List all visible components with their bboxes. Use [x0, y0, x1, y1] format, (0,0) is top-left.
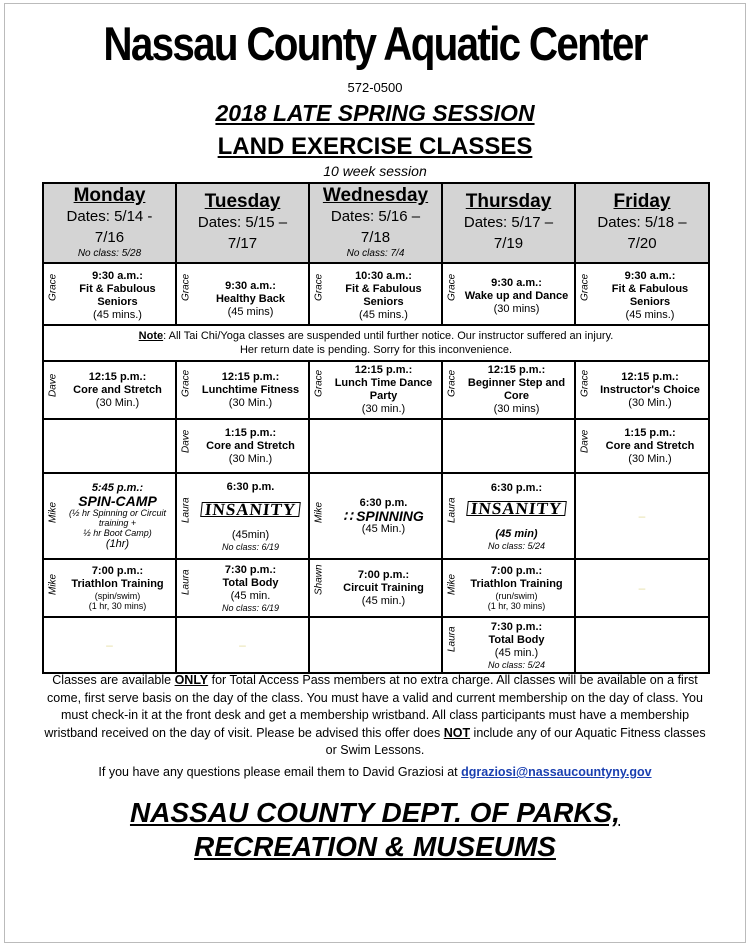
- empty-cell: [575, 559, 709, 617]
- instructor-label: Mike: [446, 573, 458, 595]
- page-title: Nassau County Aquatic Center: [103, 17, 647, 70]
- instructor-label: Dave: [47, 373, 59, 397]
- day-header-row: [43, 183, 709, 263]
- classes-title: LAND EXERCISE CLASSES: [217, 133, 533, 160]
- instructor-label: Grace: [579, 369, 591, 397]
- empty-cell: [176, 617, 309, 673]
- instructor-label: Laura: [180, 569, 192, 595]
- instructor-label: Dave: [579, 429, 591, 453]
- class-cell: Dave 12:15 p.m.: Core and Stretch (30 Min.): [43, 361, 176, 419]
- empty-cell: [575, 473, 709, 559]
- class-cell: Grace 12:15 p.m.: Beginner Step and Core (30 mins): [442, 361, 575, 419]
- empty-cell: [309, 419, 442, 473]
- noon-row: [43, 361, 709, 419]
- evening-row: [43, 473, 709, 559]
- contact-line: If you have any questions please email them to David Graziosi at dgraziosi@nassaucountyny.gov: [98, 765, 652, 779]
- placeholder-mark: –: [638, 509, 646, 523]
- class-cell: Dave 1:15 p.m.: Core and Stretch (30 Min.): [575, 419, 709, 473]
- class-cell: Laura 6:30 p.m.: INSANITY (45 min) No class: 5/24: [442, 473, 575, 559]
- placeholder-mark: –: [638, 581, 646, 595]
- instructor-label: Grace: [446, 369, 458, 397]
- class-cell: Laura 7:30 p.m.: Total Body (45 min. No class: 6/19: [176, 559, 309, 617]
- instructor-label: Grace: [446, 273, 458, 301]
- class-cell: Mike 7:00 p.m.: Triathlon Training (spin/swim) (1 hr, 30 mins): [43, 559, 176, 617]
- instructor-label: Grace: [180, 369, 192, 397]
- schedule-table: [42, 182, 710, 674]
- instructor-label: Mike: [47, 501, 59, 523]
- class-cell: Mike 5:45 p.m.: SPIN-CAMP (½ hr Spinning or Circuit training + ½ hr Boot Camp) (1hr): [43, 473, 176, 559]
- class-cell: Grace 12:15 p.m.: Instructor's Choice (30 Min.): [575, 361, 709, 419]
- class-cell: Shawn 7:00 p.m.: Circuit Training (45 min.): [309, 559, 442, 617]
- empty-cell: [43, 419, 176, 473]
- note-row: [43, 325, 709, 361]
- day-header-thursday: Thursday Dates: 5/17 – 7/19: [442, 183, 575, 263]
- class-cell: Grace 9:30 a.m.: Wake up and Dance (30 mins): [442, 263, 575, 325]
- afternoon-row: [43, 419, 709, 473]
- empty-cell: [43, 617, 176, 673]
- instructor-label: Dave: [180, 429, 192, 453]
- note-label: Note: [138, 330, 164, 342]
- spin-camp-logo: SPIN-CAMP: [78, 492, 157, 509]
- instructor-label: Mike: [47, 573, 59, 595]
- spinner-icon: ∷: [343, 507, 353, 524]
- class-cell: Grace 10:30 a.m.: Fit & Fabulous Seniors (45 mins.): [309, 263, 442, 325]
- instructor-label: Grace: [313, 273, 325, 301]
- empty-cell: [442, 419, 575, 473]
- class-cell: Grace 9:30 a.m.: Fit & Fabulous Seniors (45 mins.): [43, 263, 176, 325]
- late-row: [43, 617, 709, 673]
- instructor-label: Grace: [47, 273, 59, 301]
- day-header-monday: Monday Dates: 5/14 - 7/16 No class: 5/28: [43, 183, 176, 263]
- placeholder-mark: –: [239, 638, 246, 652]
- instructor-label: Laura: [446, 626, 458, 652]
- class-cell: Mike 7:00 p.m.: Triathlon Training (run/swim) (1 hr, 30 mins): [442, 559, 575, 617]
- instructor-label: Shawn: [313, 564, 325, 595]
- insanity-logo: INSANITY: [466, 501, 567, 516]
- notice: Note: All Tai Chi/Yoga classes are suspended until further notice. Our instructor suffered an injury. Her return date is pending. Sorry for this inconvenience.: [43, 325, 709, 361]
- session-title: 2018 LATE SPRING SESSION: [215, 100, 535, 126]
- class-cell: Laura 6:30 p.m. INSANITY (45min) No class: 6/19: [176, 473, 309, 559]
- phone-number: 572-0500: [347, 80, 403, 95]
- policy-text: Classes are available ONLY for Total Access Pass members at no extra charge. All classes will be available on a first come, first serve basis on the day of the class. You must have a valid and current membership on the day of class. You must check-in it at the front desk and get a membership wristband. All class participants must have a membership wristband received on the day of visit. Please be advised this offer does NOT include any of our Aquatic Fitness classes or Swim Lessons.: [44, 673, 706, 757]
- day-header-wednesday: Wednesday Dates: 5/16 – 7/18 No class: 7/4: [309, 183, 442, 263]
- footer-department: NASSAU COUNTY DEPT. OF PARKS, RECREATION & MUSEUMS: [129, 797, 621, 862]
- empty-cell: [575, 617, 709, 673]
- session-length: 10 week session: [323, 163, 427, 179]
- class-cell: Laura 7:30 p.m.: Total Body (45 min.) No class: 5/24: [442, 617, 575, 673]
- email-link[interactable]: dgraziosi@nassaucountyny.gov: [461, 765, 652, 779]
- morning-row: [43, 263, 709, 325]
- class-cell: Grace 9:30 a.m.: Fit & Fabulous Seniors (45 mins.): [575, 263, 709, 325]
- class-cell: Grace 12:15 p.m.: Lunchtime Fitness (30 Min.): [176, 361, 309, 419]
- placeholder-mark: –: [106, 638, 113, 652]
- instructor-label: Laura: [446, 497, 458, 523]
- instructor-label: Grace: [313, 369, 325, 397]
- instructor-label: Laura: [180, 497, 192, 523]
- insanity-logo: INSANITY: [200, 502, 301, 517]
- spinning-logo: ∷ SPINNING: [343, 507, 424, 524]
- day-header-friday: Friday Dates: 5/18 – 7/20: [575, 183, 709, 263]
- class-cell: Dave 1:15 p.m.: Core and Stretch (30 Min.): [176, 419, 309, 473]
- class-cell: Mike 6:30 p.m. ∷ SPINNING (45 Min.): [309, 473, 442, 559]
- night-row: [43, 559, 709, 617]
- class-cell: Grace 9:30 a.m.: Healthy Back (45 mins): [176, 263, 309, 325]
- instructor-label: Mike: [313, 501, 325, 523]
- instructor-label: Grace: [579, 273, 591, 301]
- day-header-tuesday: Tuesday Dates: 5/15 – 7/17: [176, 183, 309, 263]
- empty-cell: [309, 617, 442, 673]
- instructor-label: Grace: [180, 273, 192, 301]
- class-cell: Grace 12:15 p.m.: Lunch Time Dance Party (30 min.): [309, 361, 442, 419]
